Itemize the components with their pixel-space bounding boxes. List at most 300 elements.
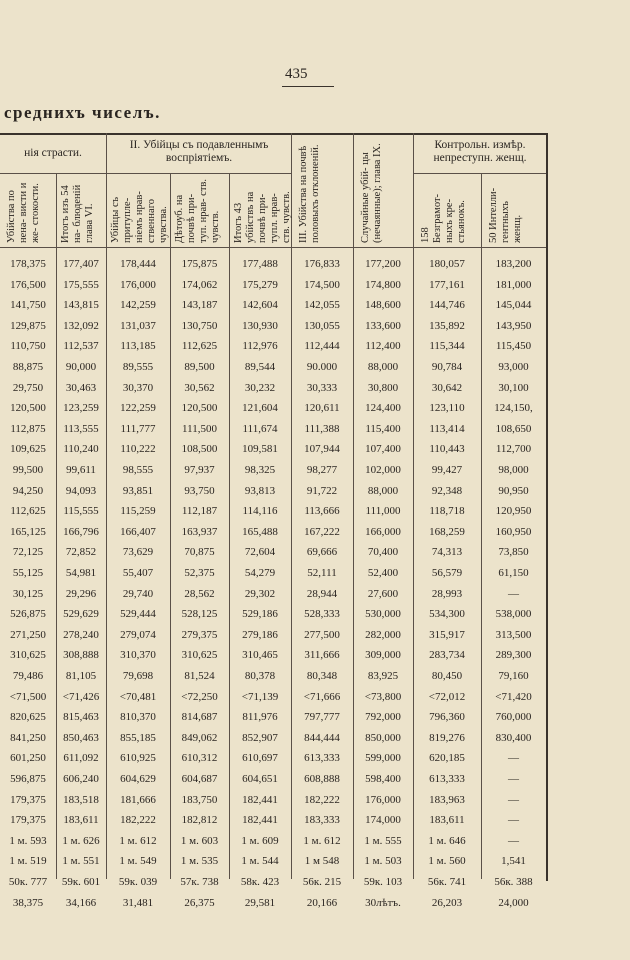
table-cell: 38,375 [12, 896, 44, 909]
table-cell: 97,937 [184, 464, 215, 476]
table-cell: 27,600 [367, 587, 399, 600]
table-cell: 112,625 [181, 340, 218, 353]
table-cell: 113,414 [429, 422, 465, 435]
table-cell: 93,813 [244, 484, 276, 497]
table-cell: 183,333 [304, 814, 340, 827]
table-cell: 528,125 [181, 608, 218, 621]
table-cell: 79,486 [12, 670, 44, 682]
table-cell: 844,444 [304, 731, 340, 744]
table-cell: 113,185 [120, 340, 156, 353]
table-cell: 93,000 [498, 361, 529, 373]
table-cell: 118,718 [429, 505, 465, 518]
table-cell: 70,400 [367, 546, 399, 559]
column-header: 50 Интелли- гентныхъ женщ. [488, 187, 523, 243]
table-cell: 123,259 [63, 402, 99, 415]
table-cell: 1 м. 626 [62, 834, 100, 847]
table-cell: 142,604 [242, 299, 278, 312]
table-cell: 182,441 [242, 793, 278, 806]
table-cell: 98,555 [122, 464, 154, 476]
table-cell: 610,312 [181, 752, 218, 765]
table-cell: 1 м. 603 [180, 834, 219, 847]
table-cell: 760,000 [495, 711, 532, 724]
table-cell: 94,250 [12, 484, 44, 497]
table-cell: 610,697 [242, 752, 278, 765]
table-cell: <71,426 [62, 690, 100, 703]
table-cell: 88,000 [367, 484, 399, 497]
table-cell: 130,750 [181, 319, 218, 332]
table-cell: 90.000 [306, 361, 338, 373]
table-cell: <71,420 [495, 690, 532, 703]
table-cell: 94,093 [65, 484, 97, 497]
table-cell: 1 м. 646 [428, 834, 466, 847]
table-cell: 115,450 [495, 340, 532, 353]
table-cell: 73,629 [122, 546, 154, 559]
table-cell: 110,443 [429, 443, 465, 456]
table-cell: 56,579 [431, 567, 463, 579]
table-row [0, 666, 546, 687]
table-cell: 30лѣтъ. [365, 896, 401, 909]
table-row [0, 728, 546, 749]
table-cell: 160,950 [495, 525, 532, 538]
table-cell: <71,666 [303, 690, 341, 703]
table-cell: 90,000 [65, 361, 97, 373]
table-cell: 850,000 [365, 731, 401, 744]
table-cell: 142,259 [120, 299, 156, 312]
table-cell: 142,055 [304, 299, 340, 312]
table-cell: 177,200 [365, 258, 401, 270]
table-cell: 112,976 [242, 340, 278, 353]
table-cell: 79,160 [498, 670, 529, 682]
table-cell: 111,388 [304, 422, 340, 435]
table-cell: 811,976 [242, 711, 278, 724]
table-row [0, 316, 546, 337]
table-cell: 30,333 [306, 381, 338, 394]
section-heading: среднихъ чиселъ. [4, 103, 161, 122]
table-cell: <70,481 [119, 690, 157, 703]
table-cell: 166,796 [63, 525, 99, 538]
table-cell: 1 м. 544 [241, 855, 279, 868]
table-cell: 143,187 [181, 299, 218, 312]
table-cell: 112,400 [365, 340, 401, 353]
table-row [0, 522, 546, 543]
table-cell: 80,348 [306, 670, 338, 682]
table-row [0, 460, 546, 481]
table-cell: 56к. 388 [494, 876, 533, 888]
table-cell: 24,000 [498, 896, 529, 909]
table-cell: 90,784 [431, 361, 463, 373]
table-cell: 55,407 [122, 567, 154, 579]
table-cell: 69,666 [306, 546, 338, 559]
table-cell: 176,000 [120, 278, 156, 291]
table-cell: 115,259 [120, 505, 156, 518]
table-cell: 102,000 [365, 464, 401, 476]
table-cell: 50к. 777 [8, 876, 48, 888]
table-cell: 30,100 [498, 381, 529, 394]
table-cell: <71,139 [241, 690, 279, 703]
table-cell: 529,444 [120, 608, 156, 621]
table-cell: 530,000 [365, 608, 401, 621]
table-cell: 52,375 [184, 567, 215, 579]
table-cell: 174,800 [365, 278, 401, 291]
table-cell: 179,375 [10, 793, 46, 806]
table-cell: 57к. 738 [180, 876, 219, 888]
table-cell: 855,185 [120, 731, 156, 744]
table-row [0, 893, 546, 914]
table-cell: 28,944 [306, 587, 338, 600]
table-cell: 129,875 [10, 319, 46, 332]
table-cell: 30,463 [65, 381, 97, 394]
table-cell: 80,378 [244, 670, 276, 682]
table-cell: 174,000 [365, 814, 401, 827]
table-cell: 20,166 [306, 896, 338, 909]
table-cell: 601,250 [10, 752, 46, 765]
table-cell: 1 м. 549 [119, 855, 157, 868]
table-cell: 112,187 [181, 505, 218, 518]
table-cell: 176,000 [365, 793, 401, 806]
table-cell: 168,259 [429, 525, 465, 538]
group-line [0, 173, 291, 174]
table-cell: 308,888 [63, 649, 99, 662]
table-cell: 123,110 [429, 402, 465, 415]
table-cell: 121,604 [242, 402, 278, 415]
table-cell: 112,444 [304, 340, 340, 353]
table-cell: 279,186 [242, 628, 278, 641]
table-cell: 841,250 [10, 731, 46, 744]
table-row [0, 357, 546, 378]
table-cell: 596,875 [10, 773, 46, 785]
table-cell: 111,500 [182, 422, 217, 435]
table-cell: 177,161 [429, 278, 465, 291]
table-cell: 80,450 [431, 670, 463, 682]
table-cell: 611,092 [63, 752, 99, 765]
table-cell: 98,277 [306, 464, 338, 476]
table-cell: 181,666 [120, 793, 156, 806]
table-cell: 30,125 [12, 587, 44, 600]
table-cell: 271,250 [10, 628, 46, 641]
table-cell: 79,698 [122, 670, 154, 682]
table-cell: 610,925 [120, 752, 156, 765]
table-cell: 120,500 [10, 402, 46, 415]
group-header-3: Контрольн. измѣр. непреступн. женщ. [433, 139, 527, 164]
table-cell: 311,666 [304, 649, 340, 662]
table-cell: 112,875 [10, 422, 46, 435]
table-cell: 52,111 [307, 567, 337, 579]
table-cell: 26,203 [431, 896, 463, 909]
table-cell: 167,222 [304, 525, 340, 538]
table-row [0, 378, 546, 399]
table-row [0, 584, 546, 605]
table-cell: 91,722 [306, 484, 338, 497]
table-cell: 120,950 [495, 505, 532, 518]
table-cell: 73,850 [498, 546, 529, 559]
table-cell: 175,875 [181, 258, 218, 270]
table-cell: 109,581 [242, 443, 278, 456]
table-cell: 98,000 [498, 464, 529, 476]
table-row [0, 790, 546, 811]
table-cell: 182,222 [304, 793, 340, 806]
table-cell: 310,370 [120, 649, 156, 662]
table-cell: 90,950 [498, 484, 529, 497]
table-row [0, 851, 546, 872]
table-cell: 59к. 103 [363, 876, 403, 888]
table-cell: 528,333 [304, 608, 340, 621]
table-cell: 163,937 [181, 525, 218, 538]
table-cell: 183,518 [63, 793, 99, 806]
table-cell: 279,074 [120, 628, 156, 641]
table-cell: 26,375 [184, 896, 215, 909]
table-cell: 107,400 [365, 443, 401, 456]
table-cell: 165,488 [242, 525, 278, 538]
table-cell: 606,240 [63, 773, 99, 785]
table-cell: 315,917 [429, 628, 465, 641]
table-cell: 282,000 [365, 628, 401, 641]
table-cell: 604,687 [181, 773, 218, 785]
page-number-rule [282, 86, 334, 87]
table-cell: 81,524 [184, 670, 215, 682]
table-cell: 93,750 [184, 484, 215, 497]
header-bottom-line [0, 247, 546, 248]
table-cell: 176,833 [304, 258, 340, 270]
table-cell: 110,222 [120, 443, 156, 456]
table-cell: 608,888 [304, 773, 340, 785]
table-cell: 113,555 [63, 422, 99, 435]
table-cell: 111,000 [365, 505, 401, 518]
table-cell: 109,625 [10, 443, 46, 456]
table-cell: 181,000 [495, 278, 532, 291]
table-cell: 110,750 [10, 340, 46, 353]
table-cell: 166,000 [365, 525, 401, 538]
table-cell: 815,463 [63, 711, 99, 724]
table-cell: 29,581 [244, 896, 276, 909]
table-row [0, 542, 546, 563]
table-cell: 797,777 [304, 711, 340, 724]
table-cell: 604,629 [120, 773, 156, 785]
column-header: Случайные убій- цы (нечаянные); глава IX. [360, 143, 383, 243]
table-cell: 1 м. 551 [62, 855, 100, 868]
table-cell: 175,555 [63, 278, 99, 291]
table-cell: 30,800 [367, 381, 399, 394]
table-cell: 310,625 [181, 649, 218, 662]
table-cell: 111,674 [242, 422, 278, 435]
table-cell: 120,500 [181, 402, 218, 415]
table-cell: 177,407 [63, 258, 99, 270]
table-cell: 1 м. 612 [303, 834, 341, 847]
table-cell: 115,344 [429, 340, 465, 353]
table-cell: 289,300 [495, 649, 532, 662]
table-cell: 89,544 [244, 361, 276, 373]
table-cell: 122,259 [120, 402, 156, 415]
table-cell: 30,642 [431, 381, 463, 394]
table-cell: 145,044 [495, 299, 532, 312]
table-row [0, 398, 546, 419]
table-cell: 72,852 [65, 546, 97, 559]
table-row [0, 872, 546, 893]
table-cell: 110,240 [63, 443, 99, 456]
table-cell: 124,400 [365, 402, 401, 415]
table-row [0, 810, 546, 831]
table-cell: 599,000 [365, 752, 401, 765]
table-cell: 99,611 [66, 464, 96, 476]
table-row [0, 439, 546, 460]
table-cell: 309,000 [365, 649, 401, 662]
table-cell: 620,185 [429, 752, 465, 765]
table-cell: 820,625 [10, 711, 46, 724]
table-cell: <72,250 [181, 690, 218, 703]
table-cell: 124,150, [494, 402, 533, 415]
table-cell: 534,300 [429, 608, 465, 621]
table-cell: 115,400 [365, 422, 401, 435]
table-cell: 52,400 [367, 567, 399, 579]
table-row [0, 645, 546, 666]
table-row [0, 563, 546, 584]
table-cell: 613,333 [429, 773, 465, 785]
table-cell: 112,625 [10, 505, 46, 518]
table-cell: 54,279 [244, 567, 276, 579]
table-row [0, 687, 546, 708]
table-cell: 310,465 [242, 649, 278, 662]
table-cell: 796,360 [429, 711, 465, 724]
table-row [0, 275, 546, 296]
table-row [0, 419, 546, 440]
table-cell: 81,105 [65, 670, 97, 682]
table-cell: 108,650 [495, 422, 532, 435]
table-cell: 529,629 [63, 608, 99, 621]
table-cell: 29,302 [244, 587, 276, 600]
table-cell: 89,555 [122, 361, 154, 373]
table-cell: 529,186 [242, 608, 278, 621]
table-row [0, 481, 546, 502]
table-cell: 182,441 [242, 814, 278, 827]
table-cell: 166,407 [120, 525, 156, 538]
table-cell: 133,600 [365, 319, 401, 332]
page-number: 435 [285, 66, 308, 82]
table-cell: — [508, 752, 519, 765]
table-cell: 31,481 [122, 896, 154, 909]
table-cell: 183,750 [181, 793, 218, 806]
table-cell: 131,037 [120, 319, 156, 332]
table-cell: 28,993 [431, 587, 463, 600]
column-header: Итогъ изъ 54 на- блюденій глава VI. [60, 184, 95, 243]
table-cell: 179,375 [10, 814, 46, 827]
table-cell: — [508, 814, 519, 827]
table-cell: 313,500 [495, 628, 532, 641]
table-cell: <72,012 [428, 690, 466, 703]
table-cell: 178,375 [10, 258, 46, 270]
column-header: Убійцы съ притупле- ніемъ нрав- ственнаго чувства. [110, 191, 169, 243]
column-header: Дѣтоуб. на почвѣ при- туп. нрав- ств. чувств. [174, 178, 221, 243]
table-cell: 56к. 741 [427, 876, 467, 888]
table-cell: 283,734 [429, 649, 465, 662]
table-cell: 830,400 [495, 731, 532, 744]
table-cell: 92,348 [431, 484, 463, 497]
table-cell: 180,057 [429, 258, 465, 270]
table-cell: 83,925 [367, 670, 399, 682]
table-cell: 176,500 [10, 278, 46, 291]
table-cell: 72,125 [12, 546, 44, 559]
table-cell: 1 м. 503 [364, 855, 402, 868]
table-cell: — [508, 773, 519, 785]
table-cell: 604,651 [242, 773, 278, 785]
table-cell: 115,555 [63, 505, 99, 518]
table-cell: 144,746 [429, 299, 465, 312]
table-cell: — [508, 587, 519, 600]
table-cell: 182,222 [120, 814, 156, 827]
column-header: III. Убійства на почвѣ половыхъ отклоненій. [298, 144, 321, 243]
table-cell: 1 м. 560 [428, 855, 466, 868]
table-cell: 183,963 [429, 793, 465, 806]
table-cell: 114,116 [242, 505, 278, 518]
table-cell: 30,370 [122, 381, 154, 394]
table-cell: 130,055 [304, 319, 340, 332]
table-cell: 310,625 [10, 649, 46, 662]
table-cell: 183,200 [495, 258, 532, 270]
table-row [0, 831, 546, 852]
table-cell: <73,800 [364, 690, 402, 703]
table-row [0, 295, 546, 316]
table-cell: 174,062 [181, 278, 218, 291]
table-cell: 175,279 [242, 278, 278, 291]
table-cell: 108,500 [181, 443, 218, 456]
table-cell: 613,333 [304, 752, 340, 765]
group-header-1: нія страсти. [24, 147, 82, 159]
table-cell: <71,500 [9, 690, 47, 703]
table-cell: 849,062 [181, 731, 218, 744]
table-cell: 178,444 [120, 258, 156, 270]
table-cell: 93,851 [122, 484, 154, 497]
table-cell: 112,700 [495, 443, 532, 456]
table-cell: 28,562 [184, 587, 215, 600]
table-cell: 112,537 [63, 340, 99, 353]
table-cell: 30,232 [244, 381, 276, 394]
table-cell: 99,500 [12, 464, 44, 476]
table-cell: 1 м. 555 [364, 834, 402, 847]
table-cell: 72,604 [244, 546, 276, 559]
table-cell: 814,687 [181, 711, 218, 724]
table-row [0, 625, 546, 646]
table-row [0, 707, 546, 728]
table-cell: 1 м. 535 [180, 855, 219, 868]
table-cell: 183,611 [429, 814, 465, 827]
table-row [0, 748, 546, 769]
table-cell: 1,541 [501, 855, 526, 868]
table-cell: 1 м. 519 [9, 855, 47, 868]
table-cell: 819,276 [429, 731, 465, 744]
column-header: 158 Безграмот- ныхъ кре- стьянокъ. [420, 193, 467, 243]
table-cell: 850,463 [63, 731, 99, 744]
table-cell: 74,313 [431, 546, 463, 559]
table-cell: 88,875 [12, 361, 44, 373]
table-cell: 1 м. 609 [241, 834, 279, 847]
table-cell: 58к. 423 [240, 876, 280, 888]
table-cell: 135,892 [429, 319, 465, 332]
table-cell: — [508, 793, 519, 806]
table-cell: 111,777 [120, 422, 156, 435]
table-cell: 792,000 [365, 711, 401, 724]
table-cell: 278,240 [63, 628, 99, 641]
table-cell: 98,325 [244, 464, 276, 476]
table-cell: 34,166 [65, 896, 97, 909]
table-cell: 174,500 [304, 278, 340, 291]
table-cell: — [508, 834, 519, 847]
table-cell: 107,944 [304, 443, 340, 456]
table-cell: 177,488 [242, 258, 278, 270]
table-cell: 165,125 [10, 525, 46, 538]
table-cell: 538,000 [495, 608, 532, 621]
table-cell: 279,375 [181, 628, 218, 641]
table-cell: 59к. 039 [118, 876, 158, 888]
table-cell: 99,427 [431, 464, 463, 476]
table-cell: 120,611 [304, 402, 340, 415]
